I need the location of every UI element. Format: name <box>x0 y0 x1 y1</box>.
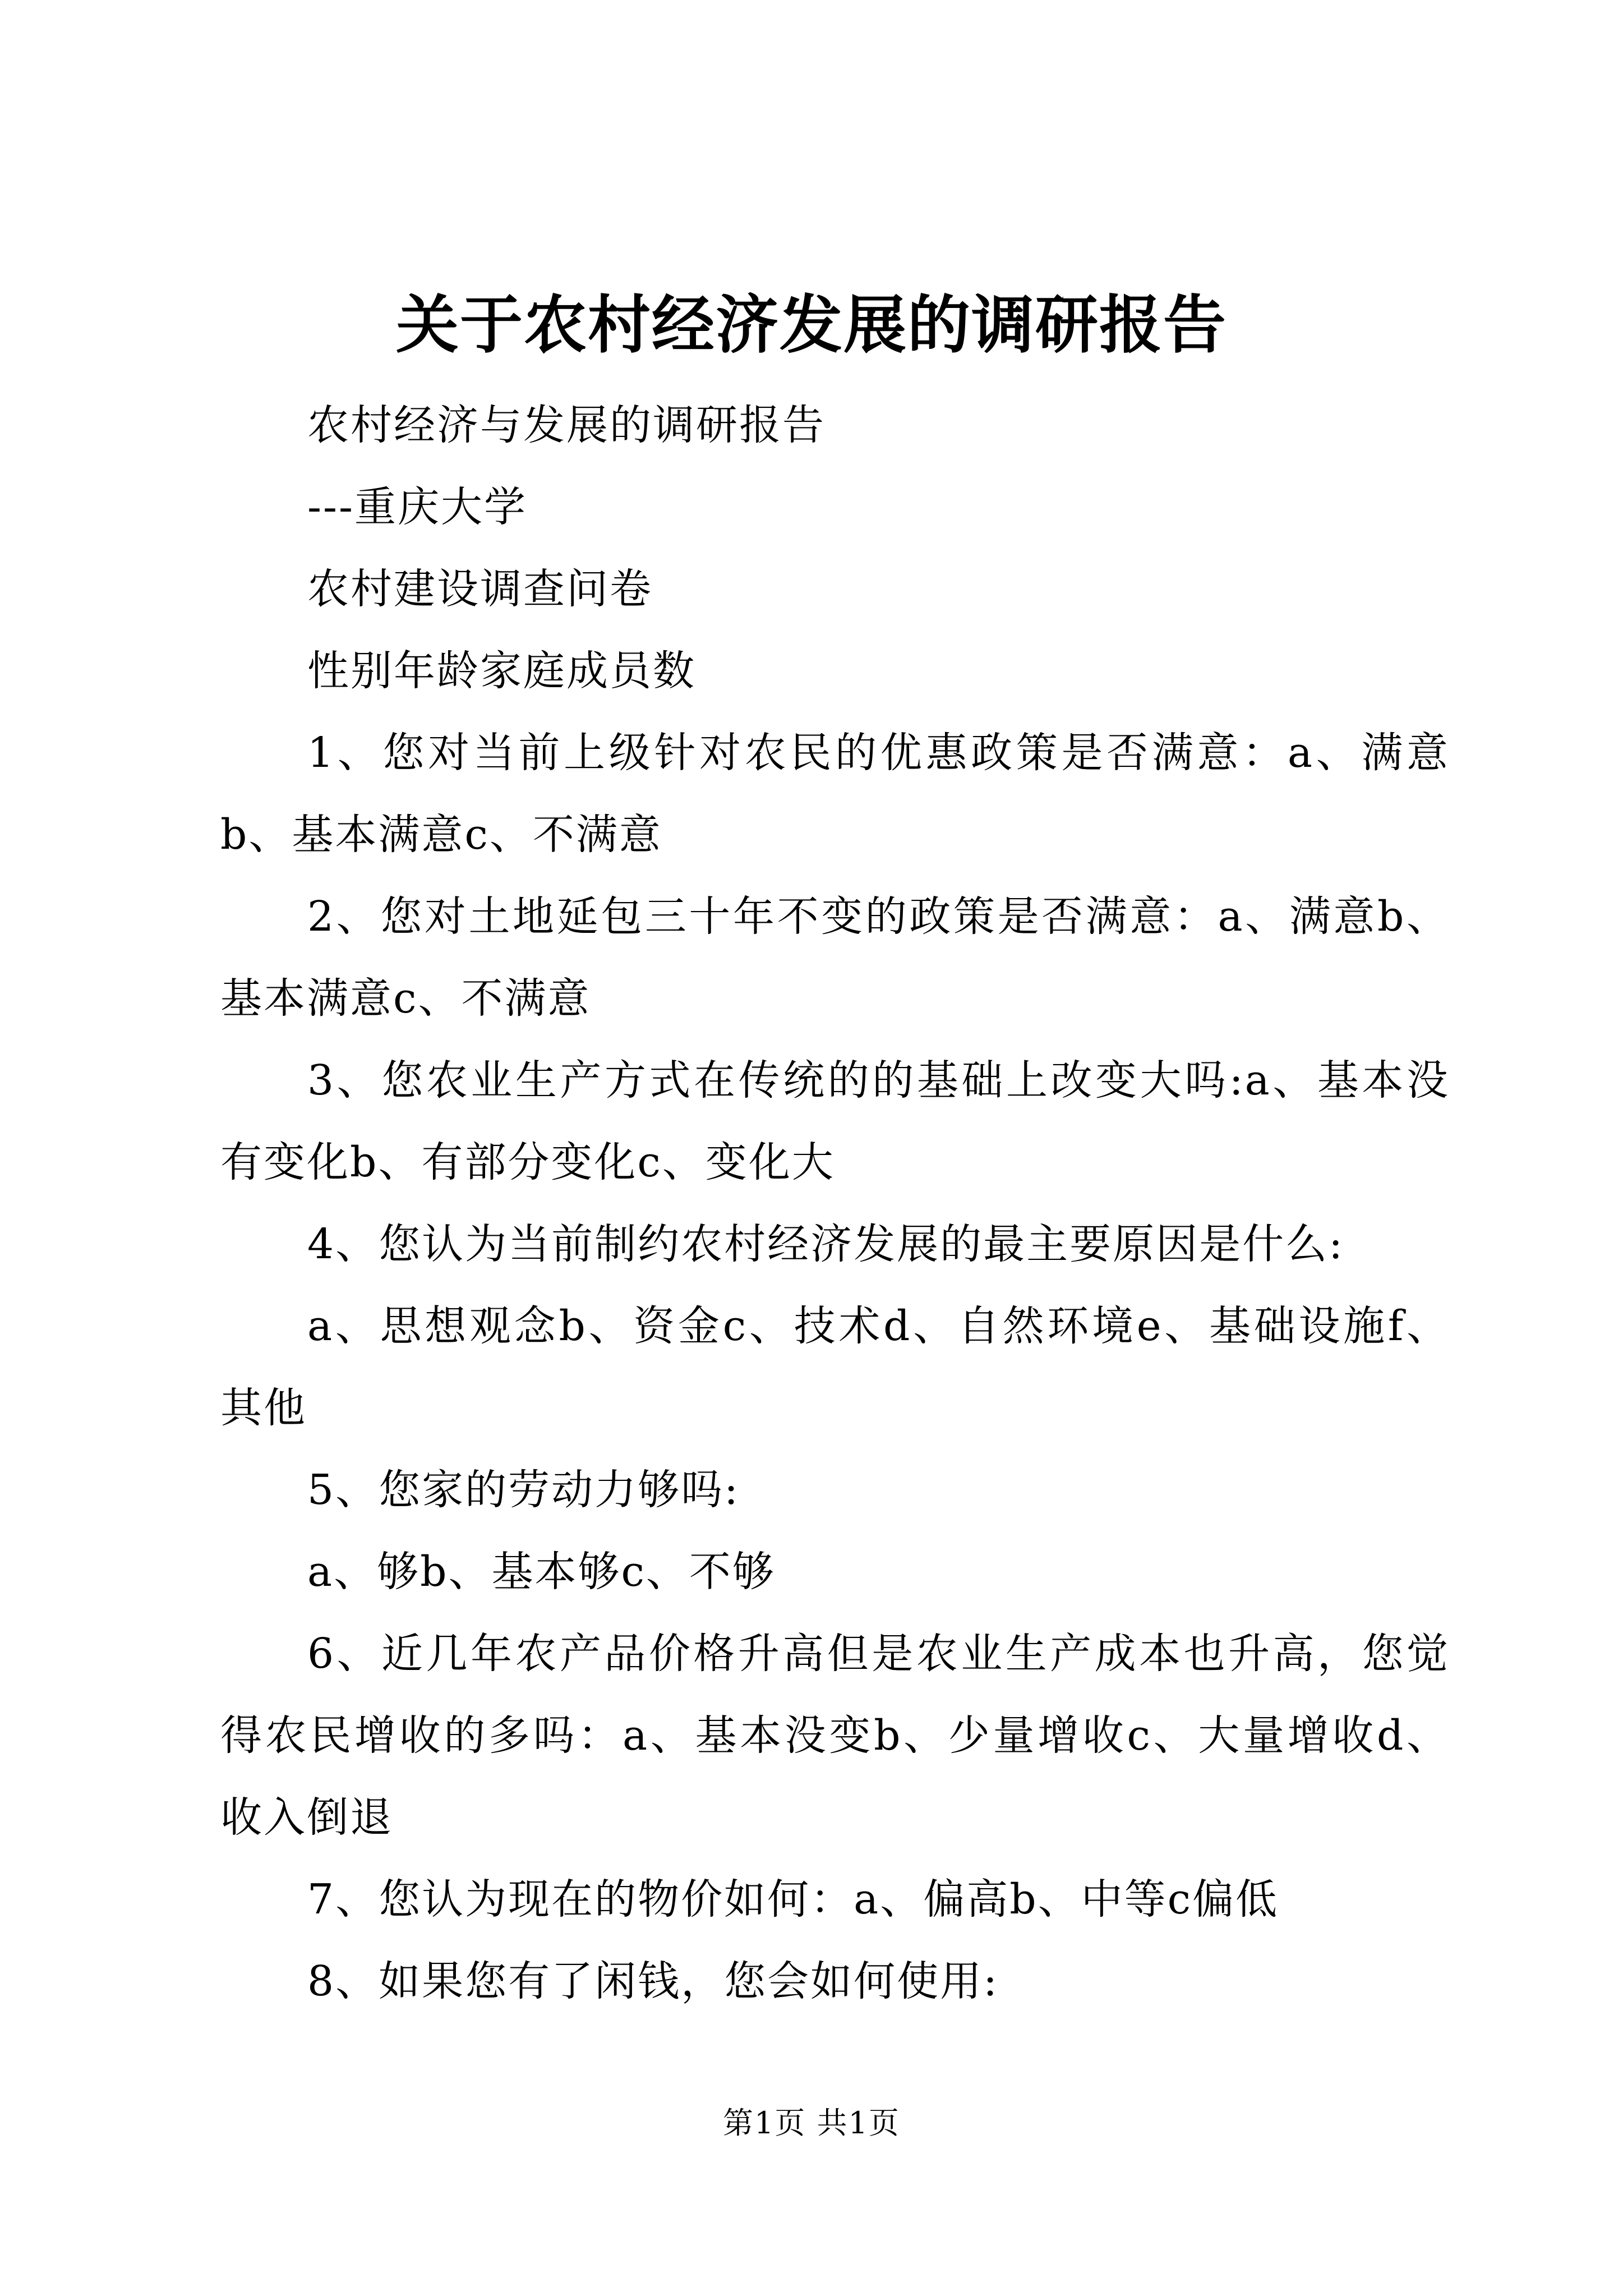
paragraph-question-4: 4、您认为当前制约农村经济发展的最主要原因是什么: <box>307 1220 1345 1268</box>
document-body <box>220 384 1450 2022</box>
paragraph-question-7: 7、您认为现在的物价如何：a、偏高b、中等c偏低 <box>307 1875 1279 1924</box>
paragraph-author: ---重庆大学 <box>307 483 528 531</box>
paragraph-survey-title: 农村建设调查问卷 <box>307 565 653 613</box>
paragraph-question-5: 5、您家的劳动力够吗: <box>307 1466 740 1514</box>
paragraph-subtitle: 农村经济与发展的调研报告 <box>307 401 826 449</box>
paragraph-respondent-info: 性别年龄家庭成员数 <box>307 647 696 695</box>
page-footer: 第1页 共1页 <box>723 2105 900 2141</box>
paragraph-question-1: 1、您对当前上级针对农民的优惠政策是否满意：a、满意b、基本满意c、不满意 <box>220 729 1450 859</box>
paragraph-question-5-options: a、够b、基本够c、不够 <box>307 1548 776 1596</box>
paragraph-question-2: 2、您对土地延包三十年不变的政策是否满意：a、满意b、基本满意c、不满意 <box>220 892 1450 1023</box>
paragraph-question-3: 3、您农业生产方式在传统的的基础上改变大吗:a、基本没有变化b、有部分变化c、变化大 <box>220 1056 1450 1186</box>
document-title: 关于农村经济发展的调研报告 <box>396 288 1227 362</box>
paragraph-question-6: 6、近几年农产品价格升高但是农业生产成本也升高，您觉得农民增收的多吗：a、基本没变b、少量增收c、大量增收d、收入倒退 <box>220 1630 1450 1842</box>
paragraph-question-4-options: a、思想观念b、资金c、技术d、自然环境e、基础设施f、其他 <box>220 1302 1450 1432</box>
paragraph-question-8: 8、如果您有了闲钱，您会如何使用: <box>307 1957 999 2005</box>
